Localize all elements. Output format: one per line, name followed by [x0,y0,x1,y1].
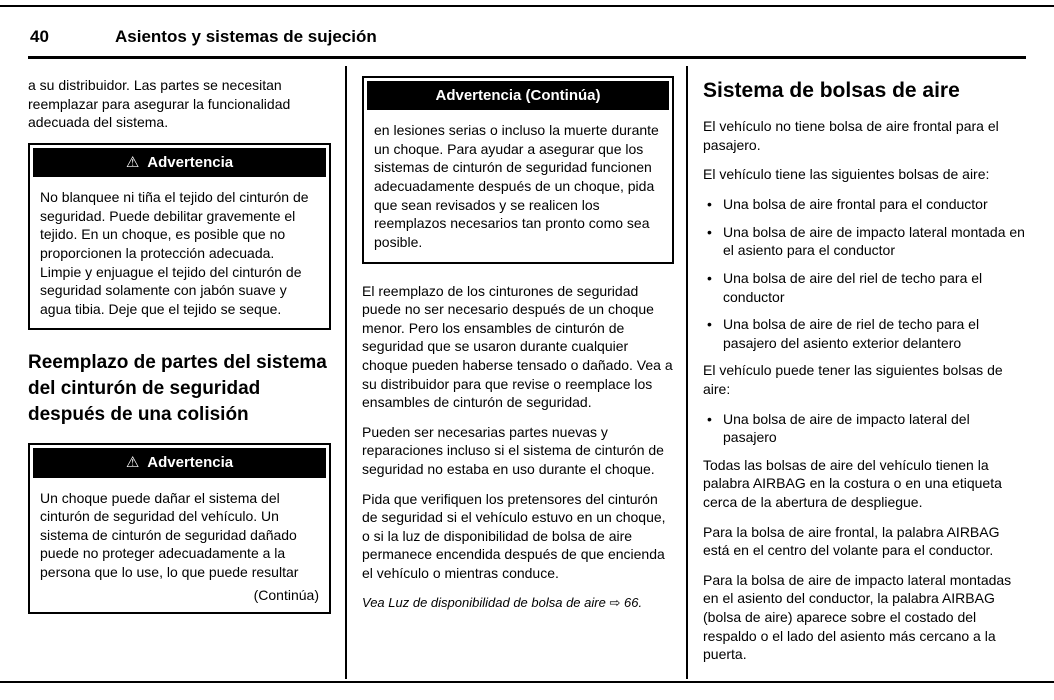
cross-reference-arrow-icon: ⇨ [609,594,621,610]
list-item-text: Una bolsa de aire de impacto lateral montada en el asiento para el conductor [723,223,1025,259]
paragraph: Pueden ser necesarias partes nuevas y reparaciones incluso si el sistema de cinturón de seguridad no estaba en uso durante el choque. [362,423,664,477]
warning-box-crash-damage [28,443,331,614]
section-heading-airbag-system: Sistema de bolsas de aire [703,79,960,102]
column-left [28,66,345,679]
page-bottom-rule [0,681,1054,683]
list-item-text: Una bolsa de aire de riel de techo para el pasajero del asiento exterior delantero [723,316,980,351]
cross-reference-prefix: Vea [362,594,385,610]
bullet-icon: • [707,269,712,286]
paragraph: Para la bolsa de aire de impacto lateral montadas en el asiento del conductor, la palabra AIRBAG (bolsa de aire) aparece sobre el costado del respaldo o el lado del asiento más cercano a la puerta. [703,571,1012,663]
content-columns [28,66,1026,679]
list-item [703,195,1026,214]
continued-label: (Continúa) [253,586,319,603]
section-heading-belt-replacement: Reemplazo de partes del sistema del cinturón de seguridad después de una colisión [28,352,327,425]
column-right [688,66,1026,679]
warning-box-fabric-care [28,143,331,331]
warning-box-header [33,448,326,477]
warning-title: Advertencia [147,454,234,472]
warning-body: No blanquee ni tiña el tejido del cinturón de seguridad. Puede debilitar gravemente el tejido. En un choque, es posible que no proporcionen la protección adecuada. Limpie y enjuague el tejido del cinturón de seguridad solamente con jabón suave y agua tibia. Deje que el tejido se seque. [40,189,309,317]
list-item-text: Una bolsa de aire del riel de techo para el conductor [723,269,983,305]
cross-reference-page: 66. [623,594,643,610]
paragraph: El vehículo tiene las siguientes bolsas de aire: [703,166,990,183]
list-item [703,410,1026,447]
page-top-rule [0,5,1054,7]
bullet-icon: • [707,316,712,333]
bullet-icon: • [707,196,712,213]
cross-reference [362,594,674,611]
bullet-icon: • [707,223,712,240]
warning-continued-title: Advertencia (Continúa) [435,87,601,104]
warning-box-header [367,81,669,110]
paragraph: Para la bolsa de aire frontal, la palabra AIRBAG está en el centro del volante para el conductor. [703,523,1000,559]
chapter-title: Asientos y sistemas de sujeción [115,27,377,46]
cross-reference-title: Luz de disponibilidad de bolsa de aire [388,594,606,610]
paragraph: Pida que verifiquen los pretensores del cinturón de seguridad si el vehículo estuvo en un choque, o si la luz de disponibilidad de bolsa de aire permanece encendida después de que encienda el vehículo o mientras conduce. [362,490,666,582]
warning-body: Un choque puede dañar el sistema del cinturón de seguridad del vehículo. Un sistema de cinturón de seguridad dañado puede no proteger adecuadamente a la persona que lo use, lo que puede resultar [40,489,299,580]
paragraph: El reemplazo de los cinturones de seguridad puede no ser necesario después de un choque menor. Pero los ensambles de cinturón de seguridad que se usaron durante cualquier choque pueden haberse tensado o dañado. Vea a su distribuidor para que revise o reemplace los ensambles de cinturón de seguridad. [362,282,673,411]
header-rule [28,56,1026,59]
page-number: 40 [30,27,49,46]
paragraph: El vehículo no tiene bolsa de aire frontal para el pasajero. [703,118,999,153]
intro-paragraph: a su distribuidor. Las partes se necesitan reemplazar para asegurar la funcionalidad adecuada del sistema. [28,77,291,131]
page-header [30,27,1024,47]
paragraph: Todas las bolsas de aire del vehículo tienen la palabra AIRBAG en la costura o en una etiqueta cerca de la abertura de despliegue. [703,456,1002,510]
warning-box-continued [362,76,674,264]
warning-triangle-icon: ⚠ [125,153,140,171]
list-item-text: Una bolsa de aire de impacto lateral del pasajero [723,410,970,446]
warning-body: en lesiones serias o incluso la muerte durante un choque. Para ayudar a asegurar que los sistemas de cinturón de seguridad funcionen adecuadamente después de un choque, pida que sean revisados y se realicen los reemplazos necesarios tan pronto como sea posible. [374,122,659,250]
list-item [703,315,1026,352]
warning-triangle-icon: ⚠ [125,454,140,472]
warning-title: Advertencia [147,153,234,171]
list-item-text: Una bolsa de aire frontal para el conductor [723,196,988,213]
list-item [703,223,1026,260]
paragraph: El vehículo puede tener las siguientes bolsas de aire: [703,362,1003,397]
bullet-icon: • [707,410,712,427]
column-middle [347,66,686,679]
warning-box-header [33,148,326,177]
list-item [703,269,1026,306]
